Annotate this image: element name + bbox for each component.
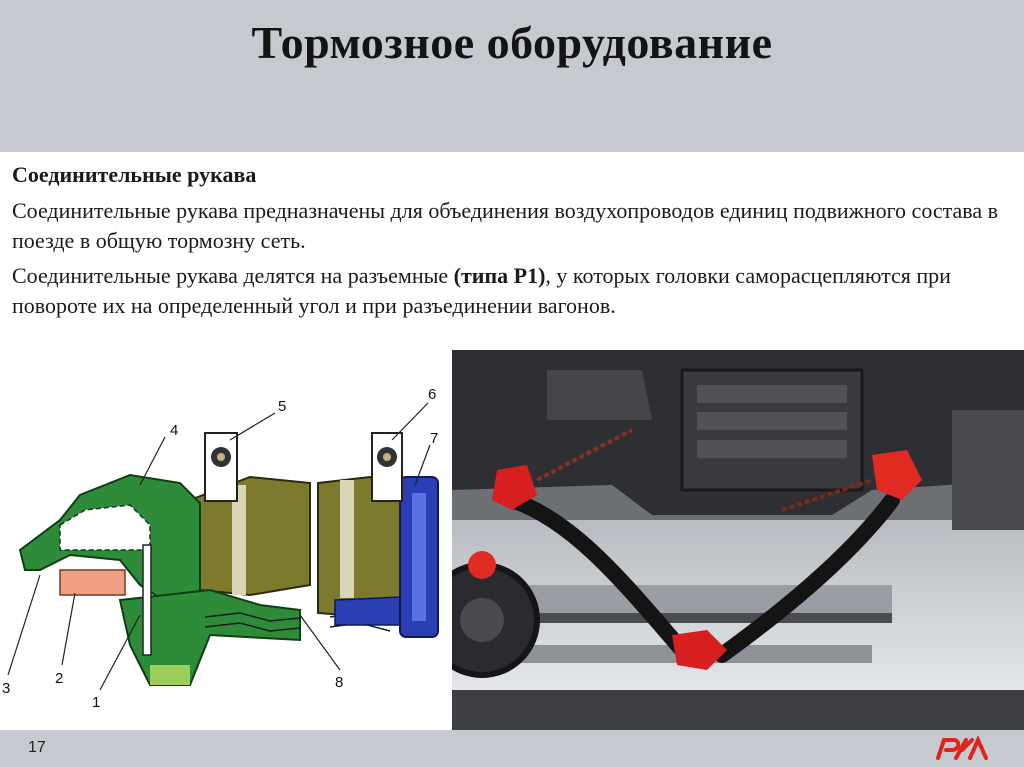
page-number: 17 <box>28 739 46 756</box>
paragraph-types-bold: (типа Р1) <box>453 263 546 288</box>
slide-content <box>12 160 1012 321</box>
header-band <box>0 0 1024 152</box>
label-4: 4 <box>170 422 179 439</box>
paragraph-types-text-1: Соединительные рукава делятся на разъемные <box>12 263 454 288</box>
paragraph-types <box>12 261 1012 321</box>
blue-insert <box>335 597 400 625</box>
hose-photo <box>452 350 1024 730</box>
label-5: 5 <box>278 398 287 415</box>
hose-diagram <box>0 385 452 730</box>
label-7: 7 <box>430 430 439 447</box>
label-6: 6 <box>428 386 437 403</box>
footer-band <box>0 730 1024 767</box>
paragraph-types-text-2: , у которых головки саморасцепляются при повороте их на определенный угол и при разъединении вагонов. <box>12 263 951 318</box>
rzd-logo-icon <box>936 736 988 760</box>
slide-title: Тормозное оборудование <box>251 17 773 68</box>
gasket <box>60 570 125 595</box>
section-subtitle: Соединительные рукава <box>12 162 257 187</box>
paragraph-purpose: Соединительные рукава предназначены для объединения воздухопроводов единиц подвижного состава в поезде в общую тормозну сеть. <box>12 198 999 253</box>
label-2: 2 <box>55 670 64 687</box>
label-1: 1 <box>92 694 101 711</box>
label-3: 3 <box>2 680 11 697</box>
label-8: 8 <box>335 674 344 691</box>
